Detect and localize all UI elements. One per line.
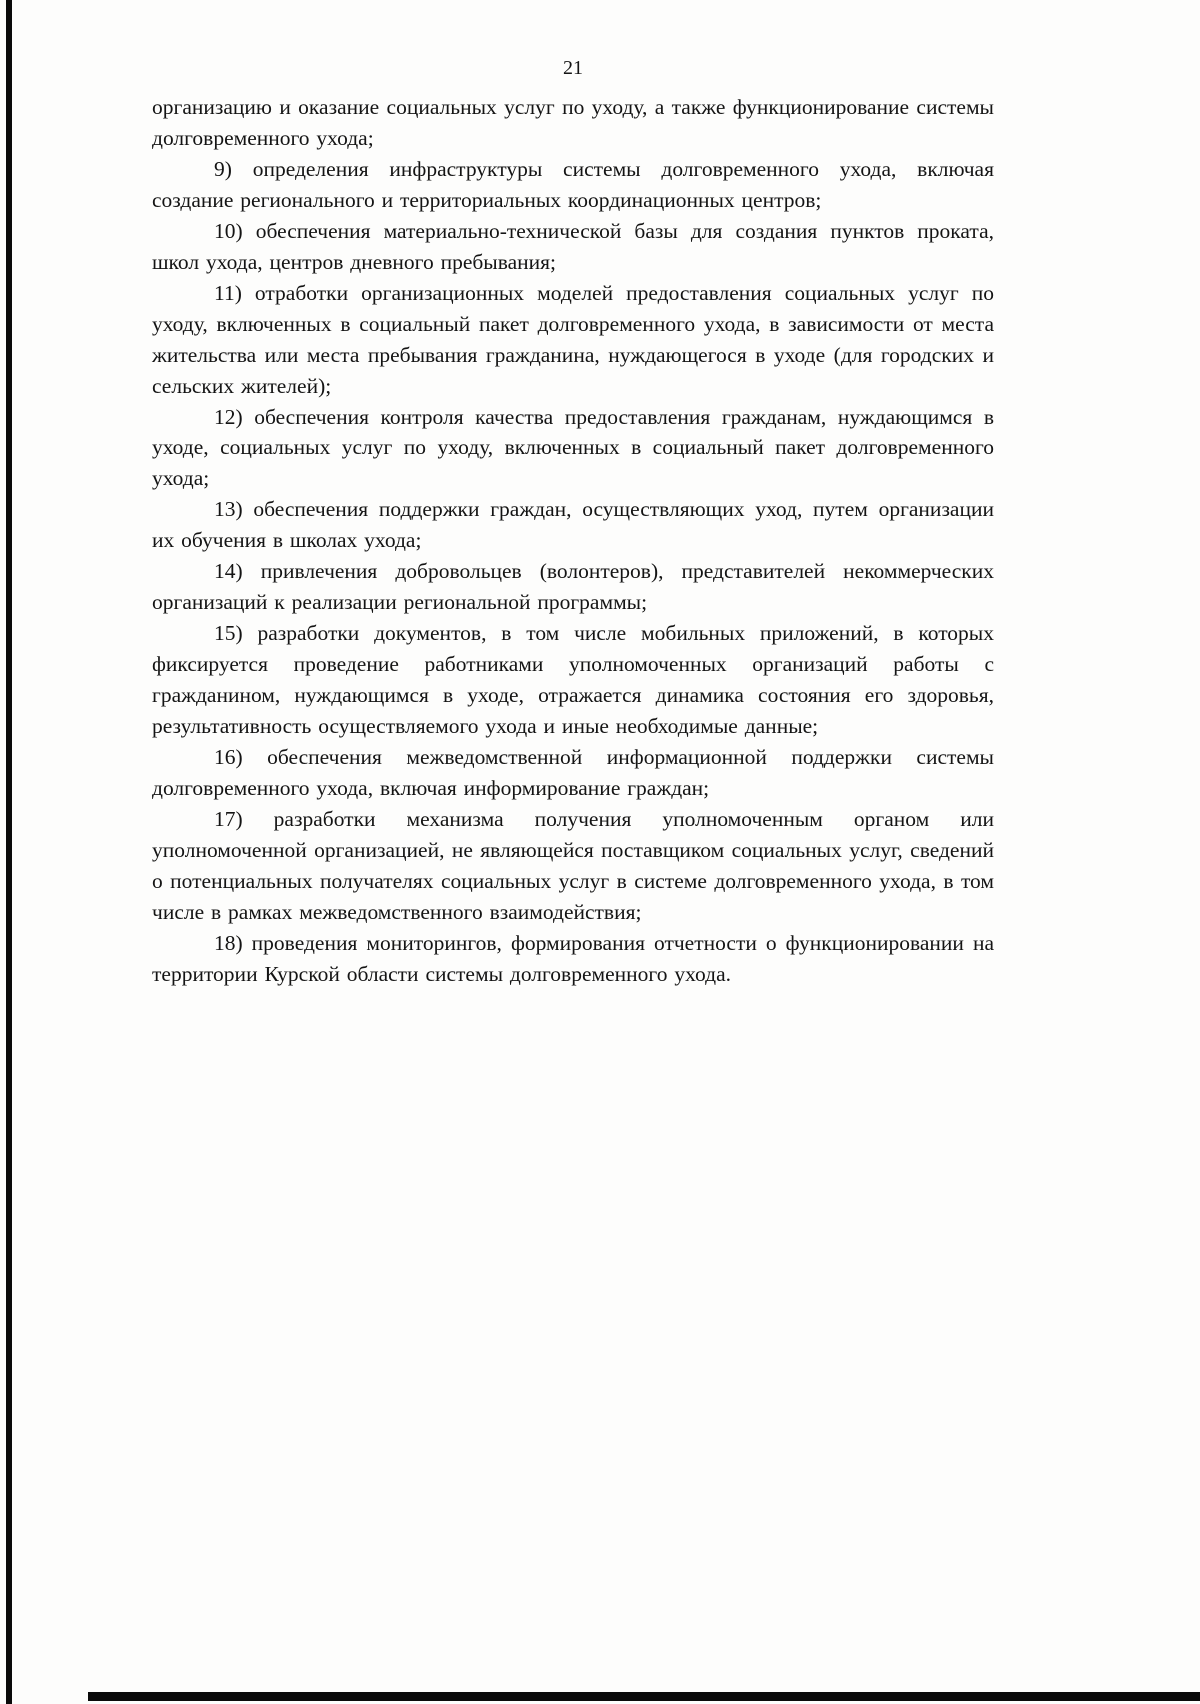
paragraph: 14) привлечения добровольцев (волонтеров), представителей некоммерческих организаций к реализации региональной программы; — [152, 559, 994, 615]
paragraph: 15) разработки документов, в том числе мобильных приложений, в которых фиксируется проведение работниками уполномоченных организаций работы с гражданином, нуждающимся в уходе, отражается динамика состояния его здоровья, результативность осуществляемого ухода и иные необходимые данные; — [152, 621, 994, 739]
paragraph: 10) обеспечения материально-технической базы для создания пунктов проката, школ ухода, центров дневного пребывания; — [152, 218, 994, 274]
paragraph: 18) проведения мониторингов, формирования отчетности о функционировании на территории Курской области системы долговременного ухода. — [152, 930, 994, 986]
paragraph: 16) обеспечения межведомственной информационной поддержки системы долговременного ухода, включая информирование граждан; — [152, 745, 994, 800]
page-number: 21 — [563, 57, 583, 79]
paragraph: 13) обеспечения поддержки граждан, осуществляющих уход, путем организации их обучения в школах ухода; — [152, 497, 994, 553]
paragraph: организацию и оказание социальных услуг по уходу, а также функционирование системы долговременного ухода; — [152, 95, 994, 150]
paragraph: 9) определения инфраструктуры системы долговременного ухода, включая создание регионального и территориальных координационных центров; — [152, 156, 994, 212]
paragraph: 17) разработки механизма получения уполномоченным органом или уполномоченной организацией, не являющейся поставщиком социальных услуг, сведений о потенциальных получателях социальных услуг в системе долговременного ухода, в том числе в рамках межведомственного взаимодействия; — [152, 806, 994, 924]
left-scan-edge-line — [6, 0, 12, 1704]
page-content — [152, 56, 994, 990]
bottom-scan-edge-line — [88, 1692, 1200, 1701]
paragraph: 12) обеспечения контроля качества предоставления гражданам, нуждающимся в уходе, социальных услуг по уходу, включенных в социальный пакет долговременного ухода; — [152, 404, 994, 491]
paragraph: 11) отработки организационных моделей предоставления социальных услуг по уходу, включенных в социальный пакет долговременного ухода, в зависимости от места жительства или места пребывания гражданина, нуждающегося в уходе (для городских и сельских жителей); — [152, 280, 994, 398]
